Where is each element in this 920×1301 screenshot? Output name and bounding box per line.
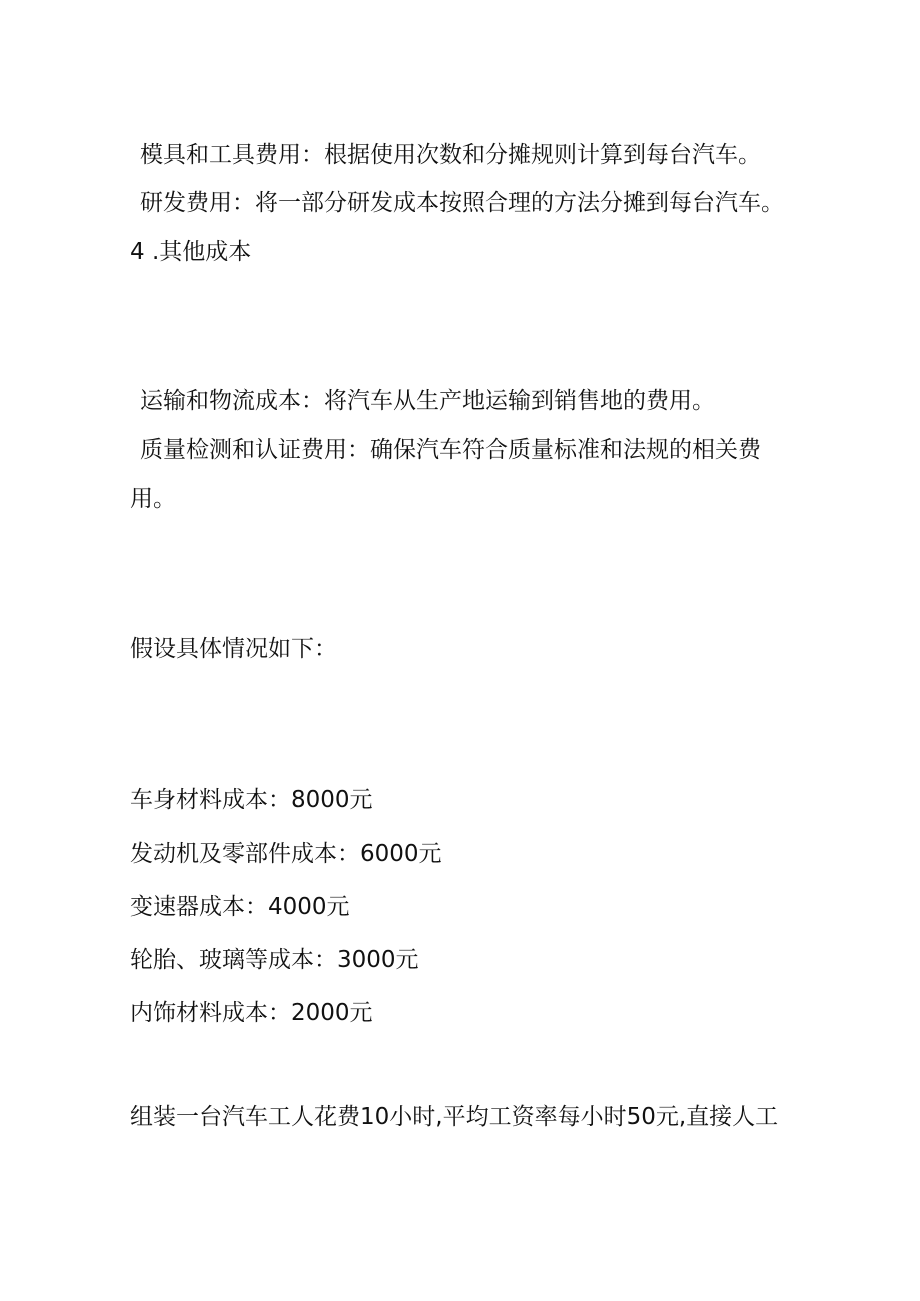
text-line-mold-tool-cost: 模具和工具费用：根据使用次数和分摊规则计算到每台汽车。: [140, 142, 761, 168]
text-line-assumption: 假设具体情况如下：: [130, 636, 337, 662]
text-line-transmission: 变速器成本：4000元: [130, 894, 350, 920]
text-line-quality-cost: 质量检测和认证费用：确保汽车符合质量标准和法规的相关费: [140, 437, 761, 463]
text-line-rd-cost: 研发费用：将一部分研发成本按照合理的方法分摊到每台汽车。: [140, 190, 784, 216]
section-heading-other-costs: 4 .其他成本: [130, 239, 252, 265]
text-line-engine-parts: 发动机及零部件成本：6000元: [130, 841, 442, 867]
text-line-body-material: 车身材料成本：8000元: [130, 787, 373, 813]
text-line-labor-assembly: 组装一台汽车工人花费10小时,平均工资率每小时50元,直接人工: [130, 1104, 779, 1130]
text-line-tires-glass: 轮胎、玻璃等成本：3000元: [130, 947, 419, 973]
text-line-logistics-cost: 运输和物流成本：将汽车从生产地运输到销售地的费用。: [140, 388, 715, 414]
text-line-quality-cost-cont: 用。: [130, 486, 176, 512]
text-line-interior-material: 内饰材料成本：2000元: [130, 1000, 373, 1026]
